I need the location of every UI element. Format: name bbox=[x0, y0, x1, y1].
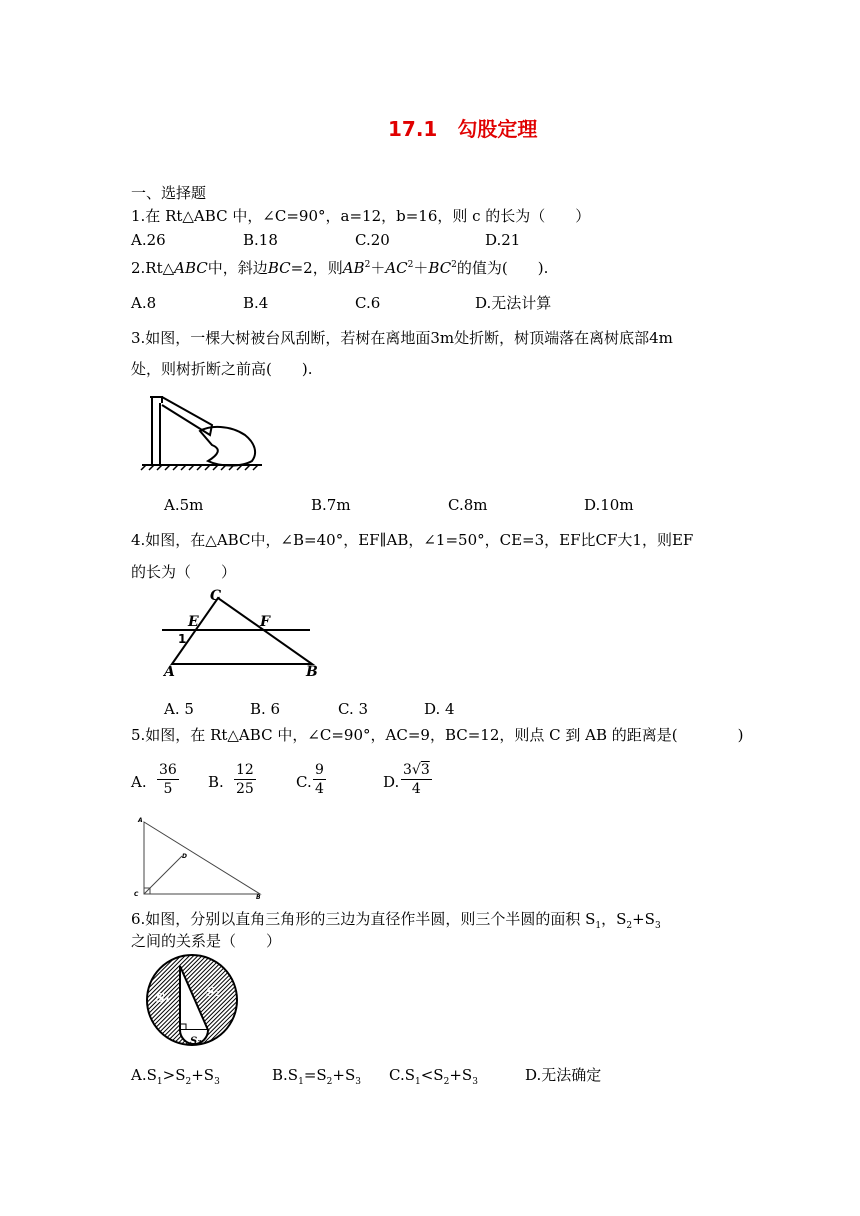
opt-sub: 1 bbox=[156, 1077, 163, 1087]
q2-abc: ABC bbox=[174, 259, 208, 277]
opt-sub: 3 bbox=[355, 1077, 361, 1087]
q2-part: =2，则 bbox=[290, 259, 343, 277]
q5-option-d-fraction bbox=[401, 763, 432, 796]
q2-plus: ＋ bbox=[370, 259, 386, 277]
label-c: C bbox=[134, 891, 139, 898]
q6-text: ，S bbox=[601, 910, 627, 928]
question-1-stem: 1.在 Rt△ABC 中，∠C=90°，a=12，b=16，则 c 的长为（ ） bbox=[131, 207, 591, 225]
q2-part: 中，斜边 bbox=[207, 259, 268, 277]
fraction-numerator bbox=[401, 763, 432, 780]
q5-option-b-fraction bbox=[234, 763, 256, 796]
question-2-option-d: D.无法计算 bbox=[475, 294, 552, 312]
q2-ab: AB bbox=[342, 259, 365, 277]
opt-text: <S bbox=[420, 1066, 444, 1084]
q6-text: 6.如图，分别以直角三角形的三边为直径作半圆，则三个半圆的面积 S bbox=[131, 910, 596, 928]
semicircles-figure bbox=[140, 962, 245, 1060]
label-s1: S₁ bbox=[156, 991, 170, 1005]
question-3-option-b: B.7m bbox=[311, 496, 351, 514]
opt-text: C.S bbox=[389, 1066, 415, 1084]
fraction-denominator: 4 bbox=[315, 781, 324, 797]
label-e: E bbox=[188, 614, 199, 630]
question-3-option-a: A.5m bbox=[164, 496, 204, 514]
q2-part: 2.Rt△ bbox=[131, 259, 175, 277]
label-b: B bbox=[306, 664, 318, 680]
question-1-option-d: D.21 bbox=[485, 231, 521, 249]
radicand: 3 bbox=[420, 762, 430, 778]
q2-tail: 的值为( ). bbox=[456, 259, 549, 277]
q2-sq: 2 bbox=[364, 260, 371, 270]
opt-text: +S bbox=[332, 1066, 356, 1084]
question-3-line-2: 处，则树折断之前高( ). bbox=[131, 360, 313, 378]
triangle-ef-parallel-figure bbox=[160, 588, 320, 680]
opt-text: >S bbox=[162, 1066, 186, 1084]
q6-text: +S bbox=[632, 910, 655, 928]
question-3-option-c: C.8m bbox=[448, 496, 488, 514]
question-3-line-1: 3.如图，一棵大树被台风刮断，若树在离地面3m处折断，树顶端落在离树底部4m bbox=[131, 329, 673, 347]
label-a: A bbox=[138, 817, 143, 824]
q2-bc2: BC bbox=[428, 259, 452, 277]
opt-text: +S bbox=[449, 1066, 473, 1084]
q5-option-c-fraction bbox=[313, 763, 326, 796]
question-1-option-c: C.20 bbox=[355, 231, 390, 249]
fraction-numerator: 36 bbox=[159, 762, 177, 778]
q5-option-b-letter: B. bbox=[208, 773, 224, 791]
question-2-option-a: A.8 bbox=[131, 294, 157, 312]
fraction-denominator: 25 bbox=[236, 781, 254, 797]
opt-sub: 3 bbox=[214, 1077, 220, 1087]
question-4-option-d: D. 4 bbox=[424, 700, 455, 718]
question-4-line-2: 的长为（ ） bbox=[131, 563, 237, 581]
q5-option-a-fraction bbox=[157, 763, 179, 796]
q5-option-c-letter: C. bbox=[296, 773, 312, 791]
label-f: F bbox=[260, 614, 270, 630]
question-6-option-a bbox=[131, 1068, 220, 1087]
opt-text: +S bbox=[191, 1066, 215, 1084]
q5-option-d-letter: D. bbox=[383, 773, 400, 791]
question-1-option-b: B.18 bbox=[243, 231, 278, 249]
question-6-option-d: D.无法确定 bbox=[525, 1066, 602, 1084]
q5-option-a-letter: A. bbox=[131, 773, 147, 791]
label-c: C bbox=[210, 588, 222, 604]
sqrt-sign: √ bbox=[411, 762, 421, 778]
question-6-line-1 bbox=[131, 912, 661, 931]
opt-sub: 1 bbox=[415, 1077, 421, 1087]
right-triangle-altitude-figure bbox=[132, 814, 267, 900]
question-6-option-c bbox=[389, 1068, 478, 1087]
opt-text: =S bbox=[303, 1066, 327, 1084]
label-s2: S₂ bbox=[206, 985, 220, 999]
question-2-option-c: C.6 bbox=[355, 294, 381, 312]
opt-sub: 2 bbox=[443, 1077, 450, 1087]
opt-sub: 2 bbox=[185, 1077, 192, 1087]
question-5-stem: 5.如图，在 Rt△ABC 中，∠C=90°，AC=9，BC=12，则点 C 到 AB 的距离是( ) bbox=[131, 726, 744, 744]
q2-sq: 2 bbox=[451, 260, 457, 270]
question-4-option-b: B. 6 bbox=[250, 700, 281, 718]
section-heading: 一、选择题 bbox=[131, 184, 207, 202]
fraction-numerator: 9 bbox=[315, 762, 324, 778]
question-6-option-b bbox=[272, 1068, 361, 1087]
label-a: A bbox=[164, 664, 175, 680]
question-1-option-a: A.26 bbox=[131, 231, 166, 249]
question-4-option-a: A. 5 bbox=[164, 700, 194, 718]
question-4-option-c: C. 3 bbox=[338, 700, 369, 718]
opt-sub: 2 bbox=[326, 1077, 333, 1087]
fraction-denominator: 5 bbox=[163, 781, 173, 797]
q2-sq: 2 bbox=[407, 260, 414, 270]
q2-plus: ＋ bbox=[413, 259, 429, 277]
question-2-option-b: B.4 bbox=[243, 294, 269, 312]
broken-tree-figure bbox=[140, 395, 265, 470]
q2-ac: AC bbox=[385, 259, 408, 277]
q6-sub: 1 bbox=[595, 921, 602, 931]
label-angle-1: 1 bbox=[178, 632, 187, 646]
opt-sub: 1 bbox=[298, 1077, 304, 1087]
label-s3: S₃ bbox=[190, 1036, 202, 1047]
coefficient: 3 bbox=[403, 762, 412, 778]
question-6-line-2: 之间的关系是（ ） bbox=[131, 932, 282, 950]
question-4-line-1: 4.如图，在△ABC中，∠B=40°，EF∥AB，∠1=50°，CE=3，EF比CF大1，则EF bbox=[131, 531, 694, 549]
page-title: 17.1 勾股定理 bbox=[388, 117, 538, 141]
opt-text: B.S bbox=[272, 1066, 299, 1084]
question-2-stem bbox=[131, 261, 548, 276]
label-d: D bbox=[182, 853, 187, 860]
q6-sub: 2 bbox=[626, 921, 633, 931]
fraction-numerator: 12 bbox=[236, 762, 254, 778]
label-b: B bbox=[256, 894, 261, 901]
opt-sub: 3 bbox=[472, 1077, 478, 1087]
question-3-option-d: D.10m bbox=[584, 496, 634, 514]
q6-sub: 3 bbox=[654, 921, 661, 931]
q2-bc: BC bbox=[267, 259, 291, 277]
fraction-denominator: 4 bbox=[411, 781, 421, 797]
opt-text: A.S bbox=[131, 1066, 157, 1084]
